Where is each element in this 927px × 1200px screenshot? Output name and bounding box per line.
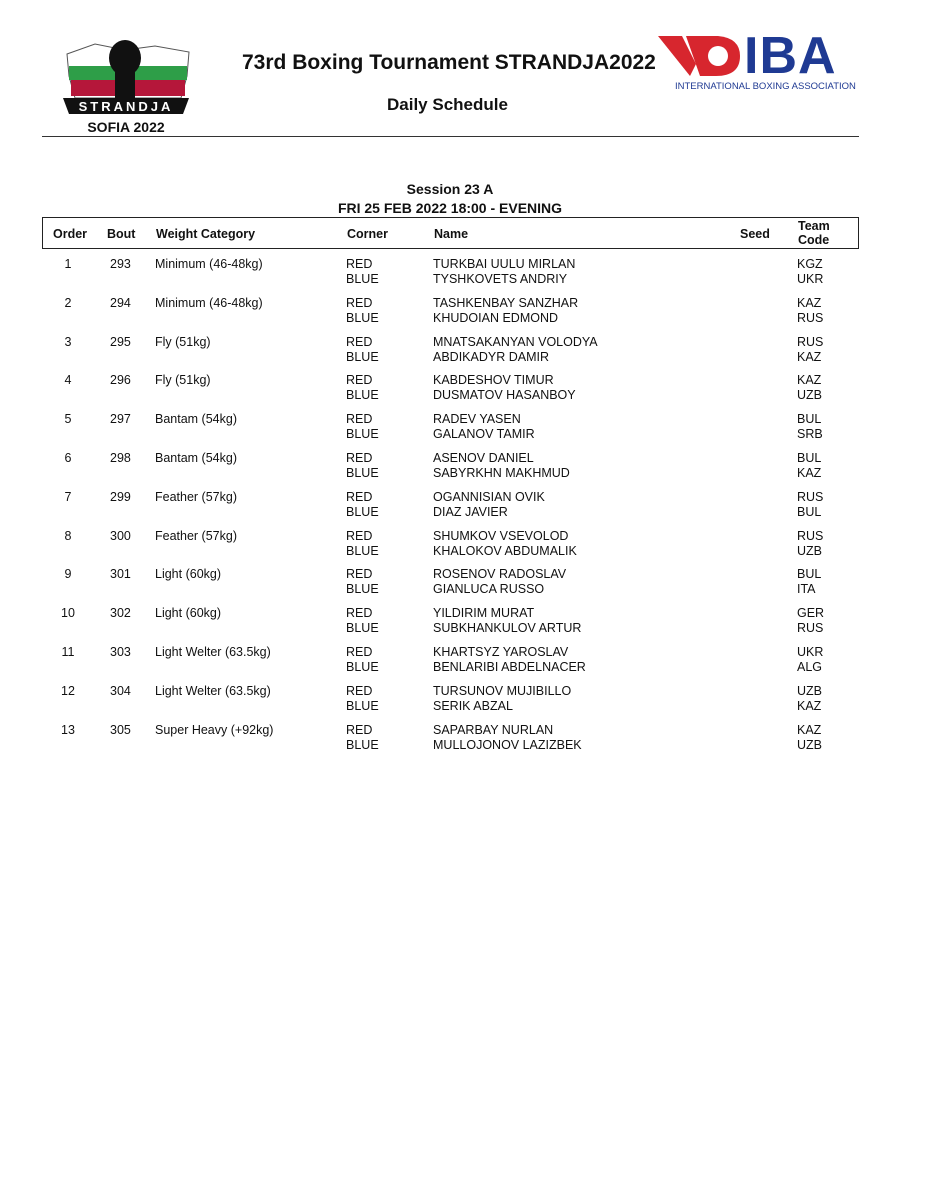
- team-code-red: RUS: [797, 334, 824, 349]
- col-corner: Corner: [347, 227, 388, 241]
- boxer-name-blue: DIAZ JAVIER: [433, 504, 508, 519]
- bout-cell: 295: [110, 334, 131, 349]
- corner-red: RED: [346, 489, 373, 504]
- boxer-name-blue: MULLOJONOV LAZIZBEK: [433, 737, 582, 752]
- boxer-name-red: MNATSAKANYAN VOLODYA: [433, 334, 598, 349]
- corner-red: RED: [346, 606, 373, 621]
- corner-blue: BLUE: [346, 427, 379, 442]
- order-cell: 9: [64, 567, 72, 582]
- team-code-red: BUL: [797, 412, 822, 427]
- weight-category-cell: Super Heavy (+92kg): [155, 722, 274, 737]
- order-cell: 6: [64, 451, 72, 465]
- corner-red: RED: [346, 528, 373, 543]
- table-row: [0, 373, 927, 407]
- table-row: [0, 684, 927, 718]
- team-code-blue: SRB: [797, 427, 823, 442]
- order-cell: 8: [64, 528, 72, 543]
- corner-blue: BLUE: [346, 272, 379, 286]
- weight-category-cell: Light Welter (63.5kg): [155, 683, 271, 698]
- weight-category-cell: Fly (51kg): [155, 373, 211, 388]
- session-name: Session 23 A: [406, 181, 494, 197]
- weight-category-cell: Minimum (46-48kg): [155, 295, 263, 310]
- boxer-name-blue: GALANOV TAMIR: [433, 427, 535, 442]
- weight-category-cell: Feather (57kg): [155, 528, 237, 543]
- col-seed: Seed: [740, 227, 770, 241]
- corner-blue: BLUE: [346, 621, 379, 636]
- boxer-name-red: RADEV YASEN: [433, 412, 521, 427]
- weight-category-cell: Bantam (54kg): [155, 451, 237, 465]
- col-team-code: Team Code: [798, 219, 830, 247]
- weight-category-cell: Light Welter (63.5kg): [155, 645, 271, 659]
- boxer-name-blue: KHALOKOV ABDUMALIK: [433, 543, 577, 558]
- order-cell: 13: [61, 722, 75, 737]
- tournament-title: 73rd Boxing Tournament STRANDJA2022: [242, 51, 656, 74]
- col-order: Order: [53, 227, 88, 241]
- team-code-red: KGZ: [797, 257, 823, 271]
- bout-cell: 305: [110, 722, 131, 737]
- team-code-red: RUS: [797, 489, 824, 504]
- corner-red: RED: [346, 722, 373, 737]
- corner-blue: BLUE: [346, 504, 379, 519]
- table-row: [0, 723, 927, 757]
- strandja-logo: [55, 36, 197, 136]
- weight-category-cell: Light (60kg): [155, 606, 222, 621]
- corner-blue: BLUE: [346, 310, 379, 325]
- weight-category-cell: Fly (51kg): [155, 334, 211, 349]
- team-code-red: BUL: [797, 451, 822, 465]
- bout-cell: 303: [110, 645, 131, 659]
- team-code-red: UZB: [797, 683, 822, 698]
- team-code-blue: KAZ: [797, 466, 822, 480]
- team-code-red: RUS: [797, 528, 824, 543]
- table-row: [0, 335, 927, 369]
- corner-blue: BLUE: [346, 698, 379, 713]
- table-row: [0, 296, 927, 330]
- boxer-name-red: YILDIRIM MURAT: [433, 606, 535, 621]
- corner-red: RED: [346, 295, 373, 310]
- table-row: [0, 412, 927, 446]
- svg-text:STRANDJA: STRANDJA: [78, 99, 174, 114]
- team-code-red: KAZ: [797, 722, 822, 737]
- corner-red: RED: [346, 683, 373, 698]
- iba-logo-mark: [656, 34, 742, 78]
- team-code-blue: RUS: [797, 310, 824, 325]
- table-row: [0, 257, 927, 291]
- session-datetime: FRI 25 FEB 2022 18:00 - EVENING: [337, 200, 563, 216]
- boxer-name-red: OGANNISIAN OVIK: [433, 489, 545, 504]
- boxer-name-red: SHUMKOV VSEVOLOD: [433, 528, 569, 543]
- team-code-blue: ALG: [797, 660, 823, 674]
- boxer-name-blue: SUBKHANKULOV ARTUR: [433, 621, 582, 636]
- team-code-blue: ITA: [797, 582, 816, 597]
- col-name: Name: [434, 227, 469, 241]
- corner-red: RED: [346, 451, 373, 465]
- order-cell: 1: [64, 257, 72, 271]
- boxer-name-blue: KHUDOIAN EDMOND: [433, 310, 559, 325]
- boxer-name-red: ROSENOV RADOSLAV: [433, 567, 567, 582]
- team-code-blue: KAZ: [797, 349, 822, 364]
- team-code-red: UKR: [797, 645, 824, 659]
- order-cell: 12: [61, 683, 75, 698]
- team-code-blue: UZB: [797, 388, 822, 403]
- team-code-red: BUL: [797, 567, 822, 582]
- corner-blue: BLUE: [346, 582, 379, 597]
- table-row: [0, 451, 927, 485]
- col-weight: Weight Category: [156, 227, 256, 241]
- corner-blue: BLUE: [346, 466, 379, 480]
- boxer-name-red: TURKBAI UULU MIRLAN: [433, 257, 576, 271]
- boxer-name-red: KABDESHOV TIMUR: [433, 373, 554, 388]
- bout-cell: 297: [110, 412, 131, 427]
- order-cell: 2: [64, 295, 72, 310]
- bout-cell: 302: [110, 606, 131, 621]
- boxer-name-red: TASHKENBAY SANZHAR: [433, 295, 579, 310]
- order-cell: 4: [64, 373, 72, 388]
- boxer-name-blue: BENLARIBI ABDELNACER: [433, 660, 586, 674]
- order-cell: 11: [61, 645, 75, 659]
- weight-category-cell: Feather (57kg): [155, 489, 237, 504]
- team-code-blue: BUL: [797, 504, 822, 519]
- boxer-name-blue: SABYRKHN MAKHMUD: [433, 466, 570, 480]
- corner-blue: BLUE: [346, 737, 379, 752]
- order-cell: 10: [61, 606, 75, 621]
- weight-category-cell: Light (60kg): [155, 567, 222, 582]
- order-cell: 7: [64, 489, 72, 504]
- boxer-name-blue: SERIK ABZAL: [433, 698, 513, 713]
- corner-red: RED: [346, 645, 373, 659]
- table-row: [0, 645, 927, 679]
- table-row: [0, 606, 927, 640]
- weight-category-cell: Bantam (54kg): [155, 412, 237, 427]
- corner-blue: BLUE: [346, 349, 379, 364]
- order-cell: 5: [64, 412, 72, 427]
- boxer-name-red: ASENOV DANIEL: [433, 451, 534, 465]
- team-code-blue: UZB: [797, 543, 822, 558]
- order-cell: 3: [64, 334, 72, 349]
- team-code-blue: UKR: [797, 272, 824, 286]
- team-code-blue: RUS: [797, 621, 824, 636]
- team-code-blue: UZB: [797, 737, 822, 752]
- boxer-name-red: TURSUNOV MUJIBILLO: [433, 683, 572, 698]
- table-header: [42, 217, 859, 249]
- corner-blue: BLUE: [346, 543, 379, 558]
- table-row: [0, 490, 927, 524]
- team-code-red: GER: [797, 606, 825, 621]
- weight-category-cell: Minimum (46-48kg): [155, 257, 263, 271]
- bout-cell: 301: [110, 567, 131, 582]
- boxer-name-red: SAPARBAY NURLAN: [433, 722, 554, 737]
- boxer-name-blue: GIANLUCA RUSSO: [433, 582, 545, 597]
- table-row: [0, 529, 927, 563]
- team-code-red: KAZ: [797, 373, 822, 388]
- boxer-name-blue: ABDIKADYR DAMIR: [433, 349, 549, 364]
- corner-red: RED: [346, 373, 373, 388]
- iba-tagline: INTERNATIONAL BOXING ASSOCIATION: [675, 81, 856, 92]
- bout-cell: 304: [110, 683, 131, 698]
- bout-cell: 296: [110, 373, 131, 388]
- iba-logo-word: IBA: [744, 27, 837, 85]
- corner-blue: BLUE: [346, 388, 379, 403]
- svg-text:SOFIA 2022: SOFIA 2022: [87, 119, 165, 135]
- schedule-subtitle: Daily Schedule: [387, 95, 508, 114]
- bout-cell: 300: [110, 528, 131, 543]
- table-row: [0, 567, 927, 601]
- bout-cell: 294: [110, 295, 131, 310]
- corner-red: RED: [346, 257, 373, 271]
- team-code-red: KAZ: [797, 295, 822, 310]
- bout-cell: 298: [110, 451, 131, 465]
- header-divider: [42, 136, 859, 137]
- boxer-name-blue: TYSHKOVETS ANDRIY: [433, 272, 568, 286]
- col-bout: Bout: [107, 227, 136, 241]
- corner-red: RED: [346, 567, 373, 582]
- bout-cell: 293: [110, 257, 131, 271]
- corner-red: RED: [346, 412, 373, 427]
- corner-blue: BLUE: [346, 660, 379, 674]
- team-code-blue: KAZ: [797, 698, 822, 713]
- boxer-name-blue: DUSMATOV HASANBOY: [433, 388, 576, 403]
- bout-cell: 299: [110, 489, 131, 504]
- boxer-name-red: KHARTSYZ YAROSLAV: [433, 645, 569, 659]
- corner-red: RED: [346, 334, 373, 349]
